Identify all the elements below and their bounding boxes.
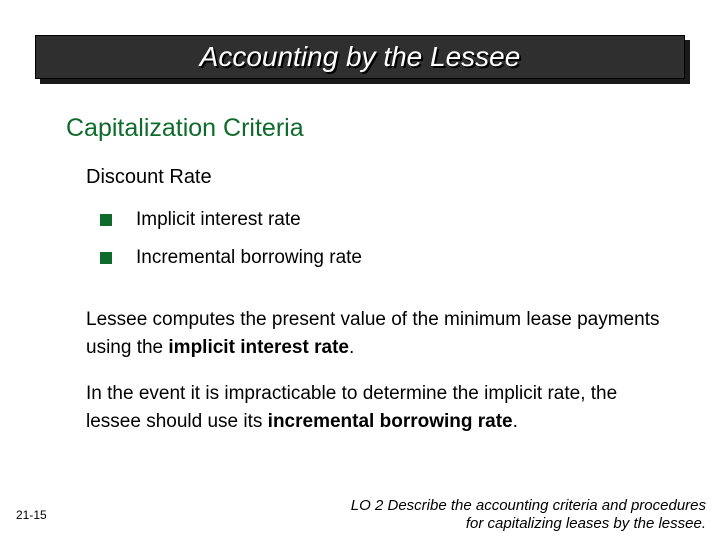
paragraph-present-value (86, 306, 666, 362)
square-bullet-icon (100, 214, 112, 226)
learning-objective-line1: LO 2 Describe the accounting criteria and procedures (350, 497, 706, 514)
square-bullet-icon (100, 252, 112, 264)
paragraph-text: Lessee computes the present value of the minimum lease payments using the (86, 309, 660, 358)
section-heading: Discount Rate (86, 166, 212, 188)
learning-objective-line2: for capitalizing leases by the lessee. (465, 515, 706, 532)
paragraph-impracticable (86, 380, 666, 436)
learning-objective (246, 497, 706, 533)
slide-subtitle: Capitalization Criteria (66, 114, 304, 142)
title-banner (35, 35, 685, 79)
paragraph-text-end: . (348, 337, 355, 358)
bullet-label: Implicit interest rate (136, 209, 301, 230)
bullet-list (100, 206, 362, 282)
paragraph-text-end: . (512, 411, 518, 432)
bullet-item (100, 244, 362, 272)
bullet-label: Incremental borrowing rate (136, 247, 362, 268)
paragraph-emphasis: incremental borrowing rate (267, 411, 513, 432)
slide-title: Accounting by the Lessee (199, 41, 521, 72)
slide-number: 21-15 (16, 508, 47, 522)
bullet-item (100, 206, 362, 234)
paragraph-emphasis: implicit interest rate (168, 337, 349, 358)
paragraph-text: In the event it is impracticable to determine the implicit rate, the lessee should use its (86, 383, 618, 432)
